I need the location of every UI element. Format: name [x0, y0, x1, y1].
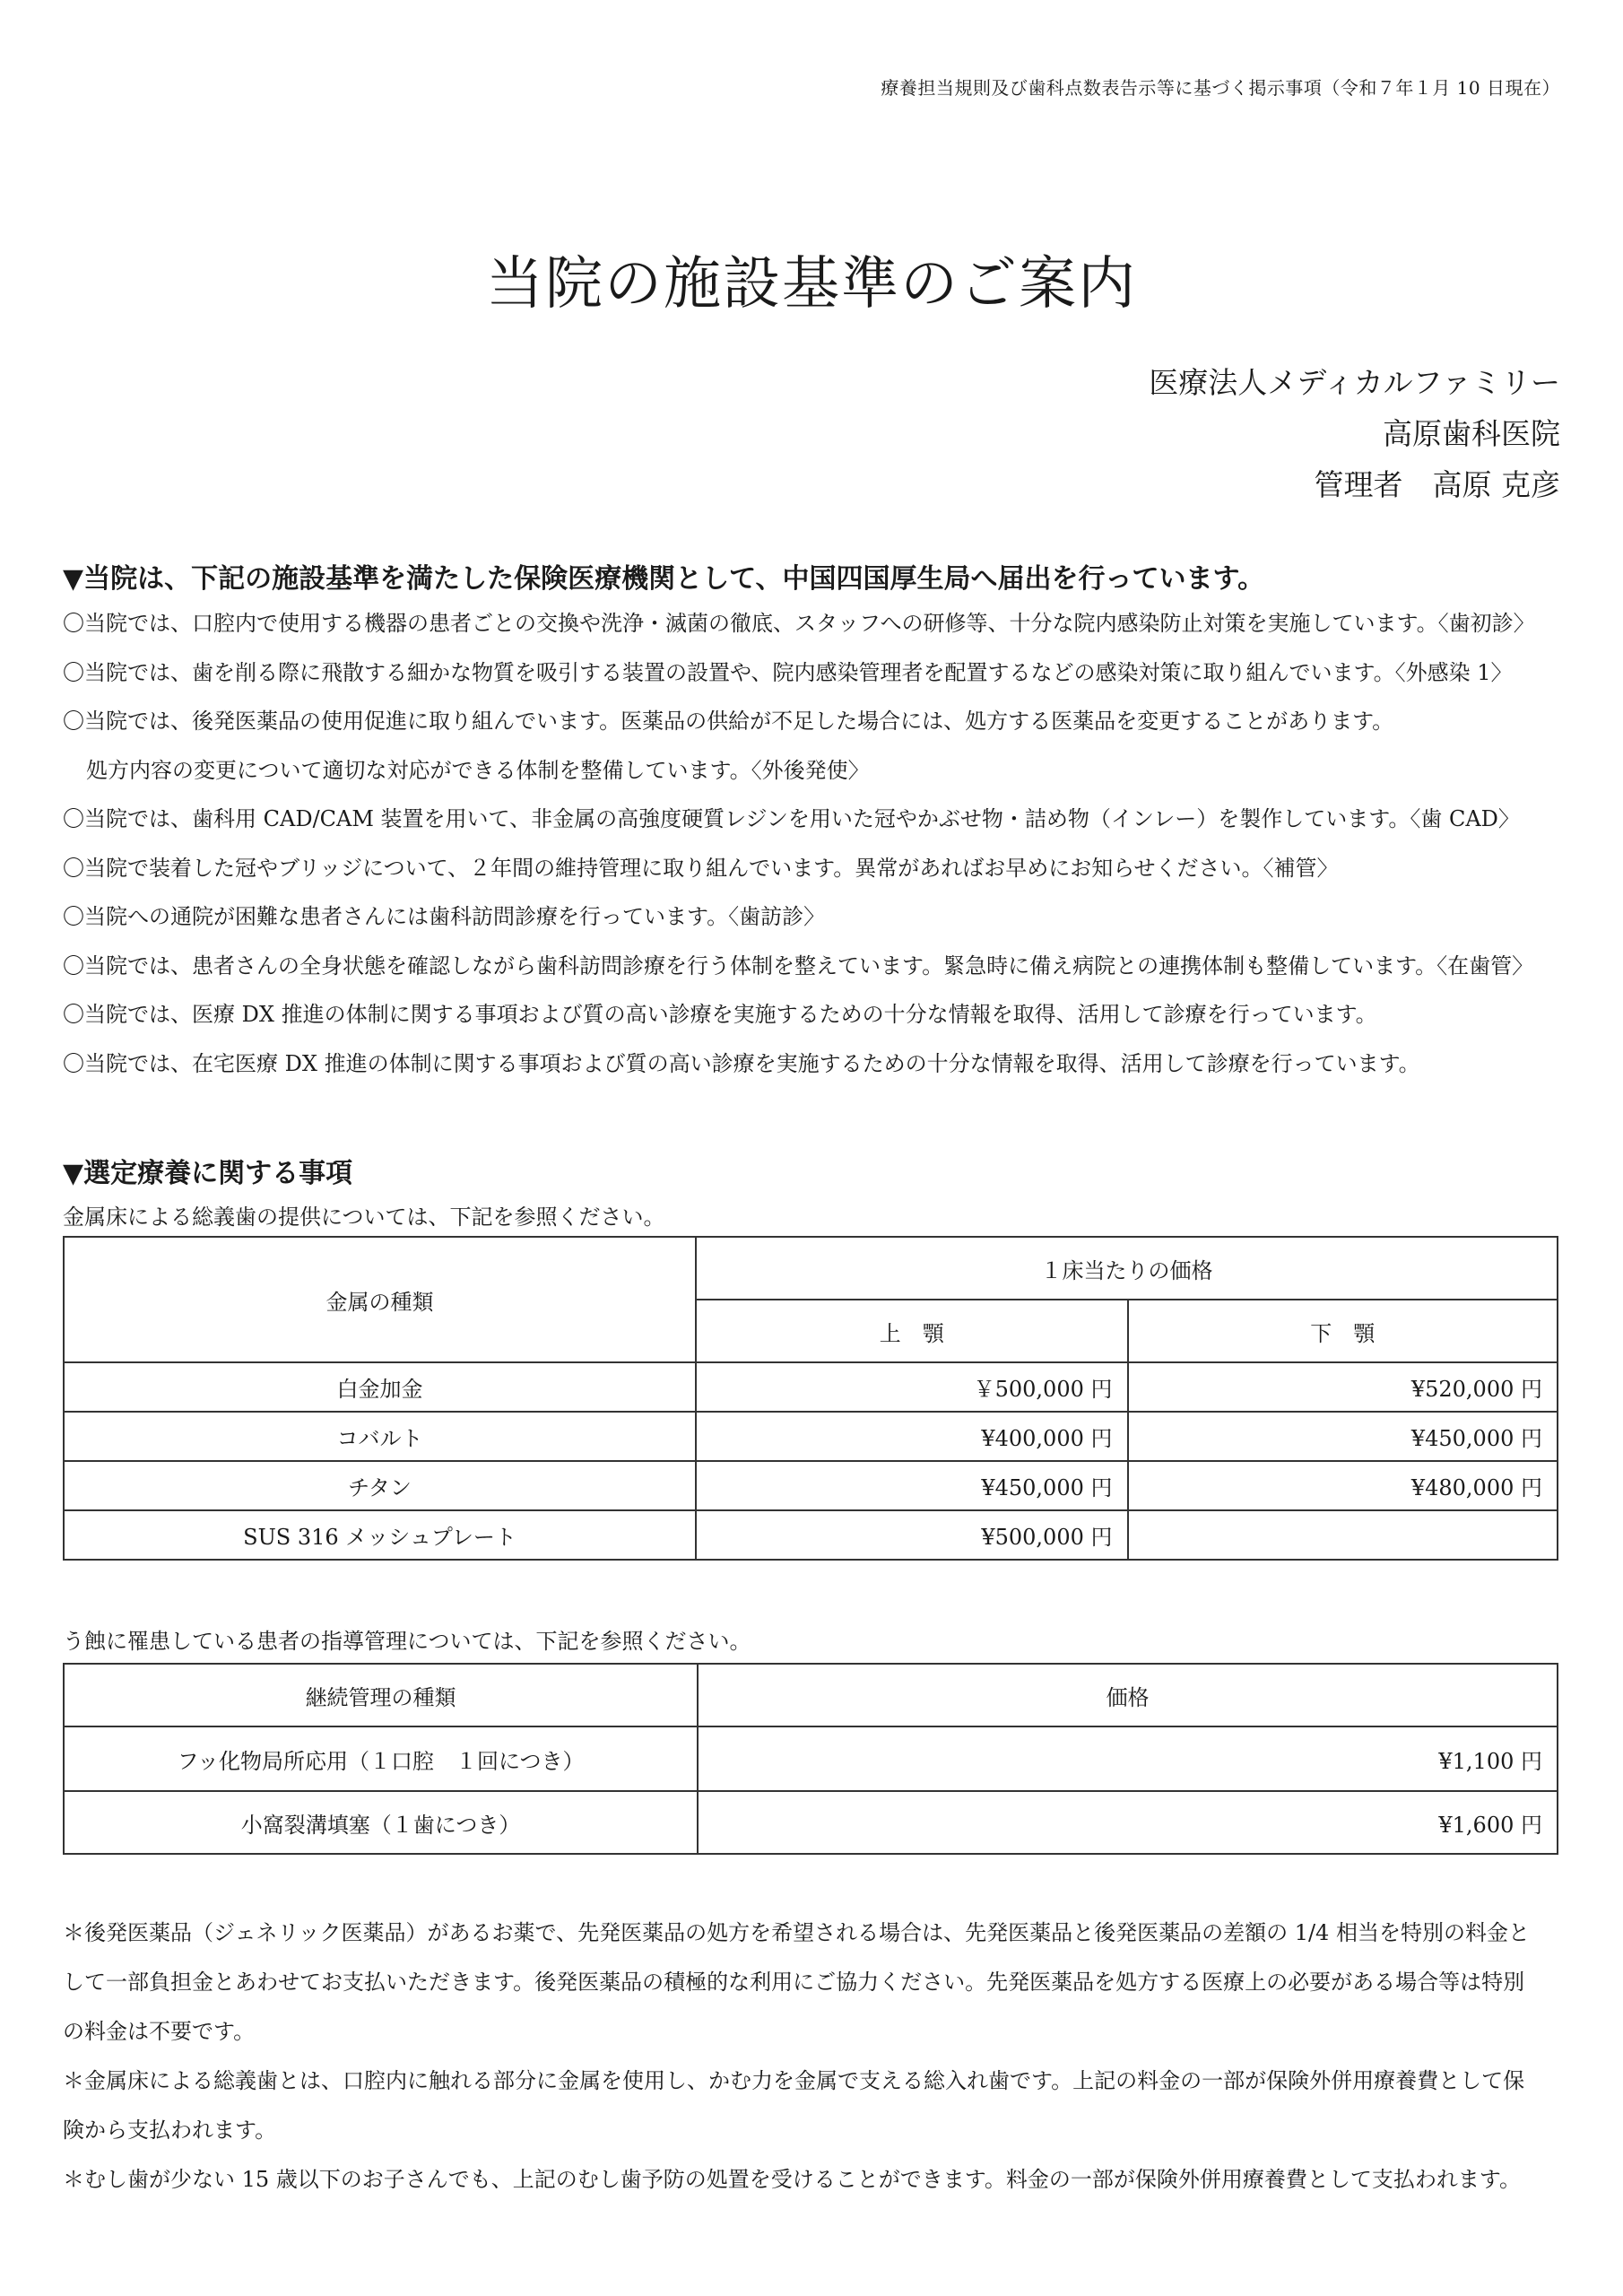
- metal-cell: コバルト: [64, 1412, 696, 1461]
- table-row: [64, 1461, 1558, 1510]
- col-header-type: 継続管理の種類: [64, 1664, 698, 1726]
- list-item: 処方内容の変更について適切な対応ができる体制を整備しています。〈外後発使〉: [86, 757, 870, 783]
- list-item: 〇当院では、後発医薬品の使用促進に取り組んでいます。医薬品の供給が不足した場合には、処方する医薬品を変更することがあります。: [63, 709, 1394, 734]
- table-row: [64, 1726, 1558, 1791]
- list-item: 〇当院では、医療 DX 推進の体制に関する事項および質の高い診療を実施するための十分な情報を取得、活用して診療を行っています。: [63, 1002, 1377, 1027]
- lower-price-cell: ¥520,000 円: [1128, 1362, 1558, 1412]
- caries-management-table: [63, 1663, 1558, 1855]
- table-row: [64, 1412, 1558, 1461]
- lower-price-cell: ¥480,000 円: [1128, 1461, 1558, 1510]
- table-row: [64, 1362, 1558, 1412]
- footnote-line: ＊後発医薬品（ジェネリック医薬品）があるお薬で、先発医薬品の処方を希望される場合は、先発医薬品と後発医薬品の差額の 1/4 相当を特別の料金と: [63, 1920, 1530, 1945]
- list-item: 〇当院では、口腔内で使用する機器の患者ごとの交換や洗浄・滅菌の徹底、スタッフへの研修等、十分な院内感染防止対策を実施しています。〈歯初診〉: [63, 611, 1535, 636]
- list-item: 〇当院では、患者さんの全身状態を確認しながら歯科訪問診療を行う体制を整えています。緊急時に備え病院との連携体制も整備しています。〈在歯管〉: [63, 952, 1534, 978]
- metal-cell: チタン: [64, 1461, 696, 1510]
- price-cell: ¥1,100 円: [698, 1726, 1558, 1791]
- footnotes: [63, 1909, 1560, 2205]
- clinic-info: [1149, 357, 1560, 510]
- footnote-line: 険から支払われます。: [63, 2118, 277, 2143]
- type-cell: フッ化物局所応用（１口腔 １回につき）: [64, 1726, 698, 1791]
- caries-lead: う蝕に罹患している患者の指導管理については、下記を参照ください。: [63, 1629, 751, 1654]
- metal-cell: SUS 316 メッシュプレート: [64, 1510, 696, 1560]
- clinic-manager: 管理者 高原 克彦: [1314, 467, 1560, 502]
- clinic-name: 高原歯科医院: [1383, 416, 1560, 451]
- list-item: 〇当院では、歯科用 CAD/CAM 装置を用いて、非金属の高強度硬質レジンを用いた冠やかぶせ物・詰め物（インレー）を製作しています。〈歯 CAD〉: [63, 806, 1520, 831]
- upper-price-cell: ¥450,000 円: [696, 1461, 1127, 1510]
- lower-price-cell: [1128, 1510, 1558, 1560]
- table-row: [64, 1791, 1558, 1854]
- price-cell: ¥1,600 円: [698, 1791, 1558, 1854]
- col-header-metal: 金属の種類: [64, 1237, 696, 1362]
- header-note: 療養担当規則及び歯科点数表告示等に基づく掲示事項（令和７年１月 10 日現在）: [881, 77, 1560, 99]
- col-header-price: １床当たりの価格: [696, 1237, 1558, 1300]
- footnote-line: ＊金属床による総義歯とは、口腔内に触れる部分に金属を使用し、かむ力を金属で支える総入れ歯です。上記の料金の一部が保険外併用療養費として保: [63, 2068, 1525, 2093]
- upper-price-cell: ¥500,000 円: [696, 1510, 1127, 1560]
- type-cell: 小窩裂溝填塞（１歯につき）: [64, 1791, 698, 1854]
- col-header-upper: 上 顎: [696, 1300, 1127, 1362]
- standards-list: [63, 599, 1569, 1088]
- table-row: [64, 1510, 1558, 1560]
- standards-heading: ▼当院は、下記の施設基準を満たした保険医療機関として、中国四国厚生局へ届出を行っています。: [63, 563, 1265, 595]
- list-item: 〇当院では、歯を削る際に飛散する細かな物質を吸引する装置の設置や、院内感染管理者を配置するなどの感染対策に取り組んでいます。〈外感染 1〉: [63, 659, 1513, 685]
- page-title: 当院の施設基準のご案内: [486, 250, 1137, 317]
- col-header-lower: 下 顎: [1128, 1300, 1558, 1362]
- denture-price-table: [63, 1236, 1558, 1561]
- lower-price-cell: ¥450,000 円: [1128, 1412, 1558, 1461]
- clinic-corporation: 医療法人メディカルファミリー: [1149, 365, 1560, 400]
- col-header-price: 価格: [698, 1664, 1558, 1726]
- list-item: 〇当院への通院が困難な患者さんには歯科訪問診療を行っています。〈歯訪診〉: [63, 904, 826, 929]
- footnote-line: ＊むし歯が少ない 15 歳以下のお子さんでも、上記のむし歯予防の処置を受けることができます。料金の一部が保険外併用療養費として支払われます。: [63, 2167, 1521, 2192]
- list-item: 〇当院では、在宅医療 DX 推進の体制に関する事項および質の高い診療を実施するための十分な情報を取得、活用して診療を行っています。: [63, 1050, 1420, 1076]
- footnote-line: の料金は不要です。: [63, 2019, 256, 2044]
- denture-lead: 金属床による総義歯の提供については、下記を参照ください。: [63, 1205, 665, 1230]
- upper-price-cell: ¥400,000 円: [696, 1412, 1127, 1461]
- footnote-line: して一部負担金とあわせてお支払いただきます。後発医薬品の積極的な利用にご協力ください。先発医薬品を処方する医療上の必要がある場合等は特別: [63, 1970, 1525, 1995]
- selected-heading: ▼選定療養に関する事項: [63, 1158, 353, 1189]
- list-item: 〇当院で装着した冠やブリッジについて、２年間の維持管理に取り組んでいます。異常があればお早めにお知らせください。〈補管〉: [63, 855, 1339, 881]
- upper-price-cell: ￥500,000 円: [696, 1362, 1127, 1412]
- metal-cell: 白金加金: [64, 1362, 696, 1412]
